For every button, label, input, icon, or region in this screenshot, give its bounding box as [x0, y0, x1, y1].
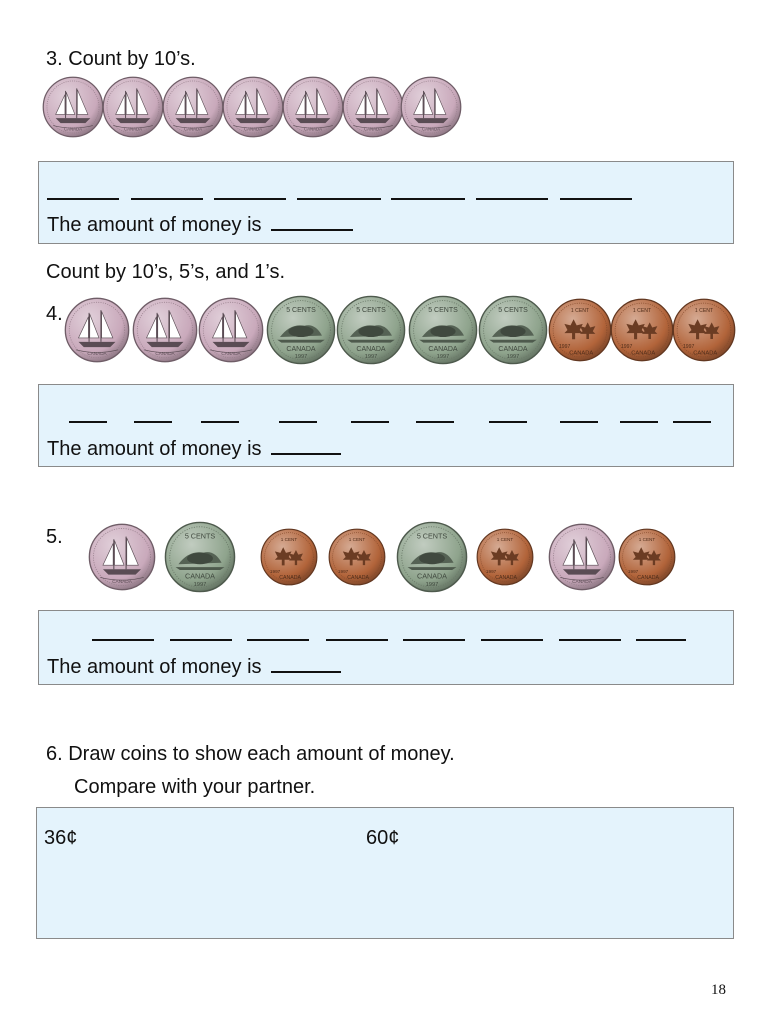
dime-coin-icon [342, 76, 404, 138]
svg-text:CANADA: CANADA [498, 346, 528, 353]
svg-text:CANADA: CANADA [63, 126, 83, 132]
q3-answer-box [38, 161, 734, 244]
q4-amount-label: The amount of money is [47, 438, 262, 460]
answer-blank[interactable] [214, 198, 286, 200]
dime-coin-icon [42, 76, 104, 138]
answer-blank[interactable] [69, 421, 107, 423]
penny-coin-icon [672, 298, 736, 362]
q6-compare: Compare with your partner. [74, 776, 316, 798]
q4-amount-line [47, 435, 341, 461]
q4-number: 4. [46, 303, 63, 325]
q3-amount-blank[interactable] [271, 211, 353, 231]
answer-blank[interactable] [134, 421, 172, 423]
q4-amount-blank[interactable] [271, 435, 341, 455]
svg-text:1 CENT: 1 CENT [496, 536, 514, 542]
svg-text:CANADA: CANADA [693, 350, 718, 357]
answer-blank[interactable] [391, 198, 465, 200]
dime-coin-icon [132, 297, 198, 363]
svg-text:CANADA: CANADA [428, 346, 458, 353]
answer-blank[interactable] [47, 198, 119, 200]
dime-coin-icon [198, 297, 264, 363]
svg-text:1997: 1997 [425, 581, 439, 588]
dime-coin-icon [102, 76, 164, 138]
answer-blank[interactable] [403, 639, 465, 641]
q5-coin-row [88, 522, 688, 592]
q3-coin-row [42, 72, 472, 142]
svg-text:CANADA: CANADA [572, 579, 592, 585]
svg-text:1 CENT: 1 CENT [570, 308, 590, 315]
svg-text:CANADA: CANADA [221, 351, 241, 357]
answer-blank[interactable] [279, 421, 317, 423]
svg-text:CANADA: CANADA [183, 126, 203, 132]
svg-text:5 CENTS: 5 CENTS [416, 531, 448, 541]
svg-text:CANADA: CANADA [495, 575, 518, 582]
answer-blank[interactable] [560, 421, 598, 423]
nickel-coin-icon [396, 521, 468, 593]
answer-blank[interactable] [481, 639, 543, 641]
svg-text:1 CENT: 1 CENT [632, 308, 652, 315]
q3-amount-label: The amount of money is [47, 214, 262, 236]
svg-text:1997: 1997 [269, 569, 281, 575]
nickel-coin-icon [336, 295, 406, 365]
svg-text:CANADA: CANADA [303, 126, 323, 132]
answer-blank[interactable] [201, 421, 239, 423]
svg-text:5 CENTS: 5 CENTS [356, 306, 386, 314]
svg-text:1997: 1997 [558, 343, 571, 350]
svg-text:1 CENT: 1 CENT [694, 308, 714, 315]
svg-text:CANADA: CANADA [631, 350, 656, 357]
answer-blank[interactable] [636, 639, 686, 641]
penny-coin-icon [618, 528, 676, 586]
svg-text:CANADA: CANADA [112, 579, 132, 585]
answer-blank[interactable] [170, 639, 232, 641]
answer-blank[interactable] [247, 639, 309, 641]
q3-amount-line [47, 211, 353, 237]
nickel-coin-icon [266, 295, 336, 365]
svg-text:CANADA: CANADA [356, 346, 386, 353]
dime-coin-icon [400, 76, 462, 138]
q4-coin-row [64, 295, 740, 365]
dime-coin-icon [162, 76, 224, 138]
svg-text:CANADA: CANADA [417, 571, 447, 581]
svg-text:CANADA: CANADA [185, 571, 215, 581]
q6-drawing-box[interactable] [36, 807, 734, 939]
svg-text:1 CENT: 1 CENT [348, 536, 366, 542]
answer-blank[interactable] [559, 639, 621, 641]
svg-text:CANADA: CANADA [347, 575, 370, 582]
svg-text:1997: 1997 [682, 343, 695, 350]
penny-coin-icon [328, 528, 386, 586]
svg-text:5 CENTS: 5 CENTS [184, 531, 216, 541]
penny-coin-icon [610, 298, 674, 362]
answer-blank[interactable] [131, 198, 203, 200]
svg-text:CANADA: CANADA [363, 126, 383, 132]
svg-text:1997: 1997 [364, 354, 378, 360]
svg-text:1997: 1997 [193, 581, 207, 588]
svg-text:1997: 1997 [627, 569, 639, 575]
svg-text:1997: 1997 [620, 343, 633, 350]
penny-coin-icon [548, 298, 612, 362]
q5-number: 5. [46, 526, 63, 548]
svg-text:1 CENT: 1 CENT [280, 536, 298, 542]
penny-coin-icon [476, 528, 534, 586]
q5-amount-line [47, 653, 341, 679]
svg-text:CANADA: CANADA [243, 126, 263, 132]
nickel-coin-icon [164, 521, 236, 593]
svg-text:CANADA: CANADA [87, 351, 107, 357]
q6-amount-60: 60¢ [366, 827, 400, 849]
page-number: 18 [711, 982, 726, 998]
q5-amount-blank[interactable] [271, 653, 341, 673]
svg-text:CANADA: CANADA [279, 575, 302, 582]
svg-text:5 CENTS: 5 CENTS [428, 306, 458, 314]
svg-text:1997: 1997 [436, 354, 450, 360]
answer-blank[interactable] [92, 639, 154, 641]
svg-text:CANADA: CANADA [637, 575, 660, 582]
q6-amount-36: 36¢ [44, 827, 78, 849]
answer-blank[interactable] [560, 198, 632, 200]
svg-text:CANADA: CANADA [123, 126, 143, 132]
svg-text:1997: 1997 [294, 354, 308, 360]
q4-answer-box [38, 384, 734, 467]
penny-coin-icon [260, 528, 318, 586]
svg-text:1997: 1997 [506, 354, 520, 360]
answer-blank[interactable] [673, 421, 711, 423]
q5-answer-box [38, 610, 734, 685]
nickel-coin-icon [408, 295, 478, 365]
q6-instruction: 6. Draw coins to show each amount of money. [46, 743, 455, 765]
svg-text:CANADA: CANADA [155, 351, 175, 357]
answer-blank[interactable] [416, 421, 454, 423]
svg-text:CANADA: CANADA [286, 346, 316, 353]
answer-blank[interactable] [351, 421, 389, 423]
count-heading: Count by 10’s, 5’s, and 1’s. [46, 261, 286, 283]
answer-blank[interactable] [476, 198, 548, 200]
dime-coin-icon [282, 76, 344, 138]
q5-amount-label: The amount of money is [47, 656, 262, 678]
answer-blank[interactable] [620, 421, 658, 423]
dime-coin-icon [88, 523, 156, 591]
svg-text:CANADA: CANADA [421, 126, 441, 132]
svg-text:CANADA: CANADA [569, 350, 594, 357]
svg-text:5 CENTS: 5 CENTS [286, 306, 316, 314]
answer-blank[interactable] [326, 639, 388, 641]
svg-text:1 CENT: 1 CENT [638, 536, 656, 542]
q3-heading: 3. Count by 10’s. [46, 48, 196, 70]
answer-blank[interactable] [489, 421, 527, 423]
svg-text:5 CENTS: 5 CENTS [498, 306, 528, 314]
svg-text:1997: 1997 [337, 569, 349, 575]
dime-coin-icon [64, 297, 130, 363]
answer-blank[interactable] [297, 198, 381, 200]
svg-text:1997: 1997 [485, 569, 497, 575]
dime-coin-icon [548, 523, 616, 591]
dime-coin-icon [222, 76, 284, 138]
nickel-coin-icon [478, 295, 548, 365]
